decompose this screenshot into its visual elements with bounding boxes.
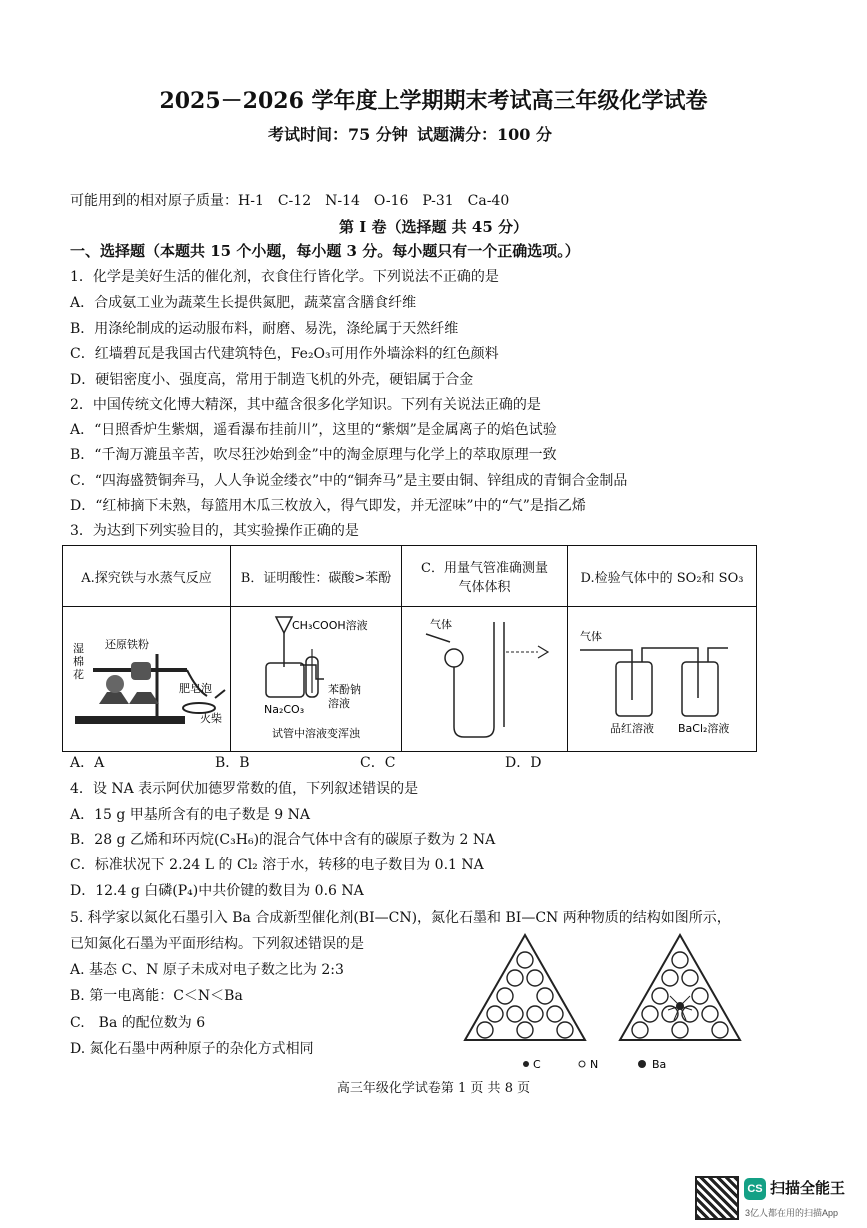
q3-cell-a-label: A.探究铁与水蒸气反应 (63, 546, 231, 607)
section-heading: 一、选择题（本题共 15 个小题，每小题 3 分。每小题只有一个正确选项。） (70, 242, 580, 260)
q1-stem: 1．化学是美好生活的催化剂，衣食住行皆化学。下列说法不正确的是 (70, 269, 499, 285)
iron-steam-apparatus (67, 612, 227, 742)
qr-code-icon (695, 1176, 739, 1220)
q3-fig-b-cell (231, 607, 402, 752)
fig-b-phenoxide-label: 苯酚钠 (328, 683, 361, 696)
atomic-masses: 可能用到的相对原子质量：H-1 C-12 N-14 O-16 P-31 Ca-40 (70, 193, 510, 209)
fig-b-carbonate-label: Na₂CO₃ (264, 703, 305, 716)
fig-a-label-1: 湿 (72, 642, 84, 655)
carbon-nitride-structures (460, 930, 760, 1075)
q3-table (62, 545, 757, 752)
fig-a-label-2: 棉 (72, 655, 84, 668)
fig-a-soap-label: 肥皂泡 (178, 682, 212, 695)
watermark-name: 扫描全能王 (770, 1180, 846, 1197)
acidity-apparatus (236, 607, 396, 747)
q3-cell-b-label: B．证明酸性：碳酸>苯酚 (231, 546, 402, 607)
nitrogen-legend-icon (579, 1061, 585, 1067)
carbon-legend-icon (523, 1061, 529, 1067)
q1-option-a: A．合成氨工业为蔬菜生长提供氮肥，蔬菜富含膳食纤维 (70, 295, 417, 311)
q4-option-d: D．12.4 g 白磷(P₄)中共价键的数目为 0.6 NA (70, 883, 364, 899)
q3-option-b: B．B (215, 755, 250, 771)
q4-option-b: B．28 g 乙烯和环丙烷(C₃H₆)的混合气体中含有的碳原子数为 2 NA (70, 832, 496, 848)
q5-option-d: D. 氮化石墨中两种原子的杂化方式相同 (70, 1041, 314, 1057)
q3-cell-c-line2: 气体体积 (458, 580, 511, 595)
q3-option-c: C．C (360, 755, 396, 771)
q3-cell-c-label (402, 546, 568, 607)
q2-option-c: C．“四海盛赞铜奔马，人人争说金缕衣”中的“铜奔马”是主要由铜、锌组成的青铜合金制品 (70, 473, 628, 489)
q5-option-a: A. 基态 C、N 原子未成对电子数之比为 2:3 (70, 962, 344, 978)
q3-fig-a-cell (63, 607, 231, 752)
q1-option-d: D．硬铝密度小、强度高，常用于制造飞机的外壳，硬铝属于合金 (70, 372, 474, 388)
q5-option-b: B. 第一电离能：C＜N＜Ba (70, 988, 243, 1004)
q1-option-c: C．红墙碧瓦是我国古代建筑特色，Fe₂O₃可用作外墙涂料的红色颜料 (70, 346, 499, 362)
q1-option-b: B．用涤纶制成的运动服布料，耐磨、易洗，涤纶属于天然纤维 (70, 321, 459, 337)
q3-option-d: D．D (505, 755, 542, 771)
legend-barium: Ba (652, 1058, 667, 1071)
fig-c-gas-label: 气体 (429, 618, 452, 631)
fig-b-note: 试管中溶液变浑浊 (272, 727, 360, 740)
fig-d-gas-label: 气体 (580, 630, 602, 643)
volume-heading: 第 I 卷（选择题 共 45 分） (338, 218, 528, 236)
q4-stem: 4．设 NA 表示阿伏加德罗常数的值，下列叙述错误的是 (70, 781, 419, 797)
q2-option-d: D．“红柿摘下未熟，每篮用木瓜三枚放入，得气即发，并无涩味”中的“气”是指乙烯 (70, 498, 586, 514)
q3-stem: 3．为达到下列实验目的，其实验操作正确的是 (70, 523, 359, 539)
gas-burette-apparatus (410, 612, 560, 742)
fig-b-phenoxide-label-2: 溶液 (328, 697, 350, 710)
q5-option-c: C. Ba 的配位数为 6 (70, 1015, 206, 1031)
q2-stem: 2．中国传统文化博大精深，其中蕴含很多化学知识。下列有关说法正确的是 (70, 397, 541, 413)
camscanner-logo-icon: CS (744, 1178, 766, 1200)
q3-option-a: A．A (70, 755, 105, 771)
fig-d-bottle1-label: 品红溶液 (610, 722, 654, 735)
fig-d-bottle2-label: BaCl₂溶液 (678, 722, 730, 735)
exam-time: 考试时间：75 分钟 (268, 125, 408, 144)
q4-option-c: C．标准状况下 2.24 L 的 Cl₂ 溶于水，转移的电子数目为 0.1 NA (70, 857, 484, 873)
q2-option-b: B．“千淘万漉虽辛苦，吹尽狂沙始到金”中的淘金原理与化学上的萃取原理一致 (70, 447, 557, 463)
q3-cell-c-line1: C．用量气管准确测量 (421, 561, 548, 576)
fig-a-iron-label: 还原铁粉 (104, 638, 149, 651)
q4-option-a: A．15 g 甲基所含有的电子数是 9 NA (70, 807, 310, 823)
q5-stem-2: 已知氮化石墨为平面形结构。下列叙述错误的是 (70, 936, 364, 952)
legend-nitrogen: N (590, 1058, 599, 1071)
gas-test-apparatus (572, 612, 752, 742)
exam-title: 2025－2026 学年度上学期期末考试高三年级化学试卷 (159, 88, 708, 114)
q3-fig-c-cell (402, 607, 568, 752)
fig-a-label-3: 花 (72, 668, 84, 681)
q5-stem-1: 5. 科学家以氮化石墨引入 Ba 合成新型催化剂(BI—CN)，氮化石墨和 BI—CN 两种物质的结构如图所示， (70, 910, 731, 926)
q3-fig-d-cell (568, 607, 757, 752)
barium-legend-icon (638, 1060, 646, 1068)
q2-option-a: A．“日照香炉生紫烟，遥看瀑布挂前川”，这里的“紫烟”是金属离子的焰色试验 (70, 422, 557, 438)
watermark-subtitle: 3亿人都在用的扫描App (745, 1208, 839, 1218)
q3-cell-d-label: D.检验气体中的 SO₂和 SO₃ (568, 546, 757, 607)
page-footer: 高三年级化学试卷第 1 页 共 8 页 (336, 1081, 531, 1096)
fig-a-match-label: 火柴 (199, 712, 222, 725)
fig-b-acid-label: CH₃COOH溶液 (292, 619, 368, 632)
legend-carbon: C (533, 1058, 541, 1071)
exam-score: 试题满分：100 分 (417, 125, 552, 144)
